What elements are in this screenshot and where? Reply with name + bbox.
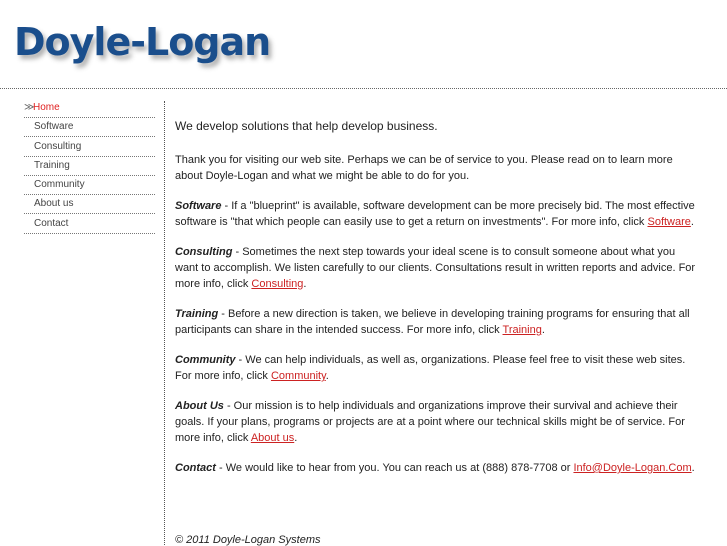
contact-text: - We would like to hear from you. You can reach us at (888) 878-7708 or	[215, 462, 574, 474]
community-title: Community	[175, 354, 236, 366]
chevron-right-icon: ≫	[24, 102, 35, 113]
software-title: Software	[175, 200, 222, 212]
intro-paragraph: Thank you for visiting our web site. Perhaps we can be of service to you. Please read on to learn more about Doyle-Logan and what we might be able to do for you.	[175, 154, 673, 182]
nav-item-training[interactable]: Training	[24, 158, 155, 176]
consulting-link[interactable]: Consulting	[251, 278, 304, 290]
community-text: - We can help individuals, as well as, organizations. Please feel free to visit these web sites. For more info, click	[175, 354, 686, 382]
about-link[interactable]: About us	[250, 432, 295, 444]
contact-paragraph: Contact - We would like to hear from you. You can reach us at (888) 878-7708 or Info@Doyle-Logan.Com.	[175, 462, 695, 474]
email-link[interactable]: Info@Doyle-Logan.Com	[573, 462, 692, 474]
consulting-text: - Sometimes the next step towards your ideal scene is to consult someone about what you want to accomplish. We listen carefully to our clients. Consultations result in written reports and advice. For more info, click	[175, 246, 696, 290]
nav-item-home[interactable]	[24, 100, 155, 118]
nav-item-community[interactable]: Community	[24, 177, 155, 195]
community-paragraph: Community - We can help individuals, as well as, organizations. Please feel free to visit these web sites. For more info, click Community.	[175, 354, 686, 382]
main-content	[175, 118, 700, 490]
contact-title: Contact	[175, 462, 216, 474]
header-divider	[0, 88, 727, 89]
nav-item-label: Home	[33, 102, 60, 113]
training-text: - Before a new direction is taken, we believe in developing training programs for ensuring that all participants can share in the intended success. For more info, click	[175, 308, 690, 336]
training-link[interactable]: Training	[502, 324, 542, 336]
nav-item-about-us[interactable]: About us	[24, 196, 155, 214]
software-link[interactable]: Software	[647, 216, 691, 228]
nav-item-contact[interactable]: Contact	[24, 216, 155, 234]
consulting-title: Consulting	[175, 246, 233, 258]
training-paragraph: Training - Before a new direction is taken, we believe in developing training programs for ensuring that all participants can share in the intended success. For more info, click Training.	[175, 308, 690, 336]
sidebar-nav	[24, 100, 155, 235]
software-text: - If a "blueprint" is available, software development can be more precisely bid. The most effective software is "that which people can easily use to get a return on investments". For more info, click	[175, 200, 695, 228]
copyright: © 2011 Doyle-Logan Systems	[175, 534, 321, 546]
training-title: Training	[175, 308, 219, 320]
headline: We develop solutions that help develop business.	[175, 119, 438, 133]
consulting-paragraph: Consulting - Sometimes the next step towards your ideal scene is to consult someone about what you want to accomplish. We listen carefully to our clients. Consultations result in written reports and advice. For more info, click Consulting.	[175, 246, 696, 290]
software-paragraph: Software - If a "blueprint" is available, software development can be more precisely bid. The most effective software is "that which people can easily use to get a return on investments". For more info, click Software.	[175, 200, 695, 228]
about-title: About Us	[175, 400, 224, 412]
sidebar-divider	[164, 101, 165, 545]
site-logo[interactable]: Doyle-Logan	[14, 20, 271, 64]
community-link[interactable]: Community	[270, 370, 326, 382]
about-text: - Our mission is to help individuals and organizations improve their survival and achieve their goals. If your plans, programs or projects are at a point where our technical skills might be of service. For more info, click	[175, 400, 685, 444]
nav-item-software[interactable]: Software	[24, 119, 155, 137]
nav-item-consulting[interactable]: Consulting	[24, 139, 155, 157]
about-paragraph: About Us - Our mission is to help individuals and organizations improve their survival and achieve their goals. If your plans, programs or projects are at a point where our technical skills might be of service. For more info, click About us.	[175, 400, 685, 444]
